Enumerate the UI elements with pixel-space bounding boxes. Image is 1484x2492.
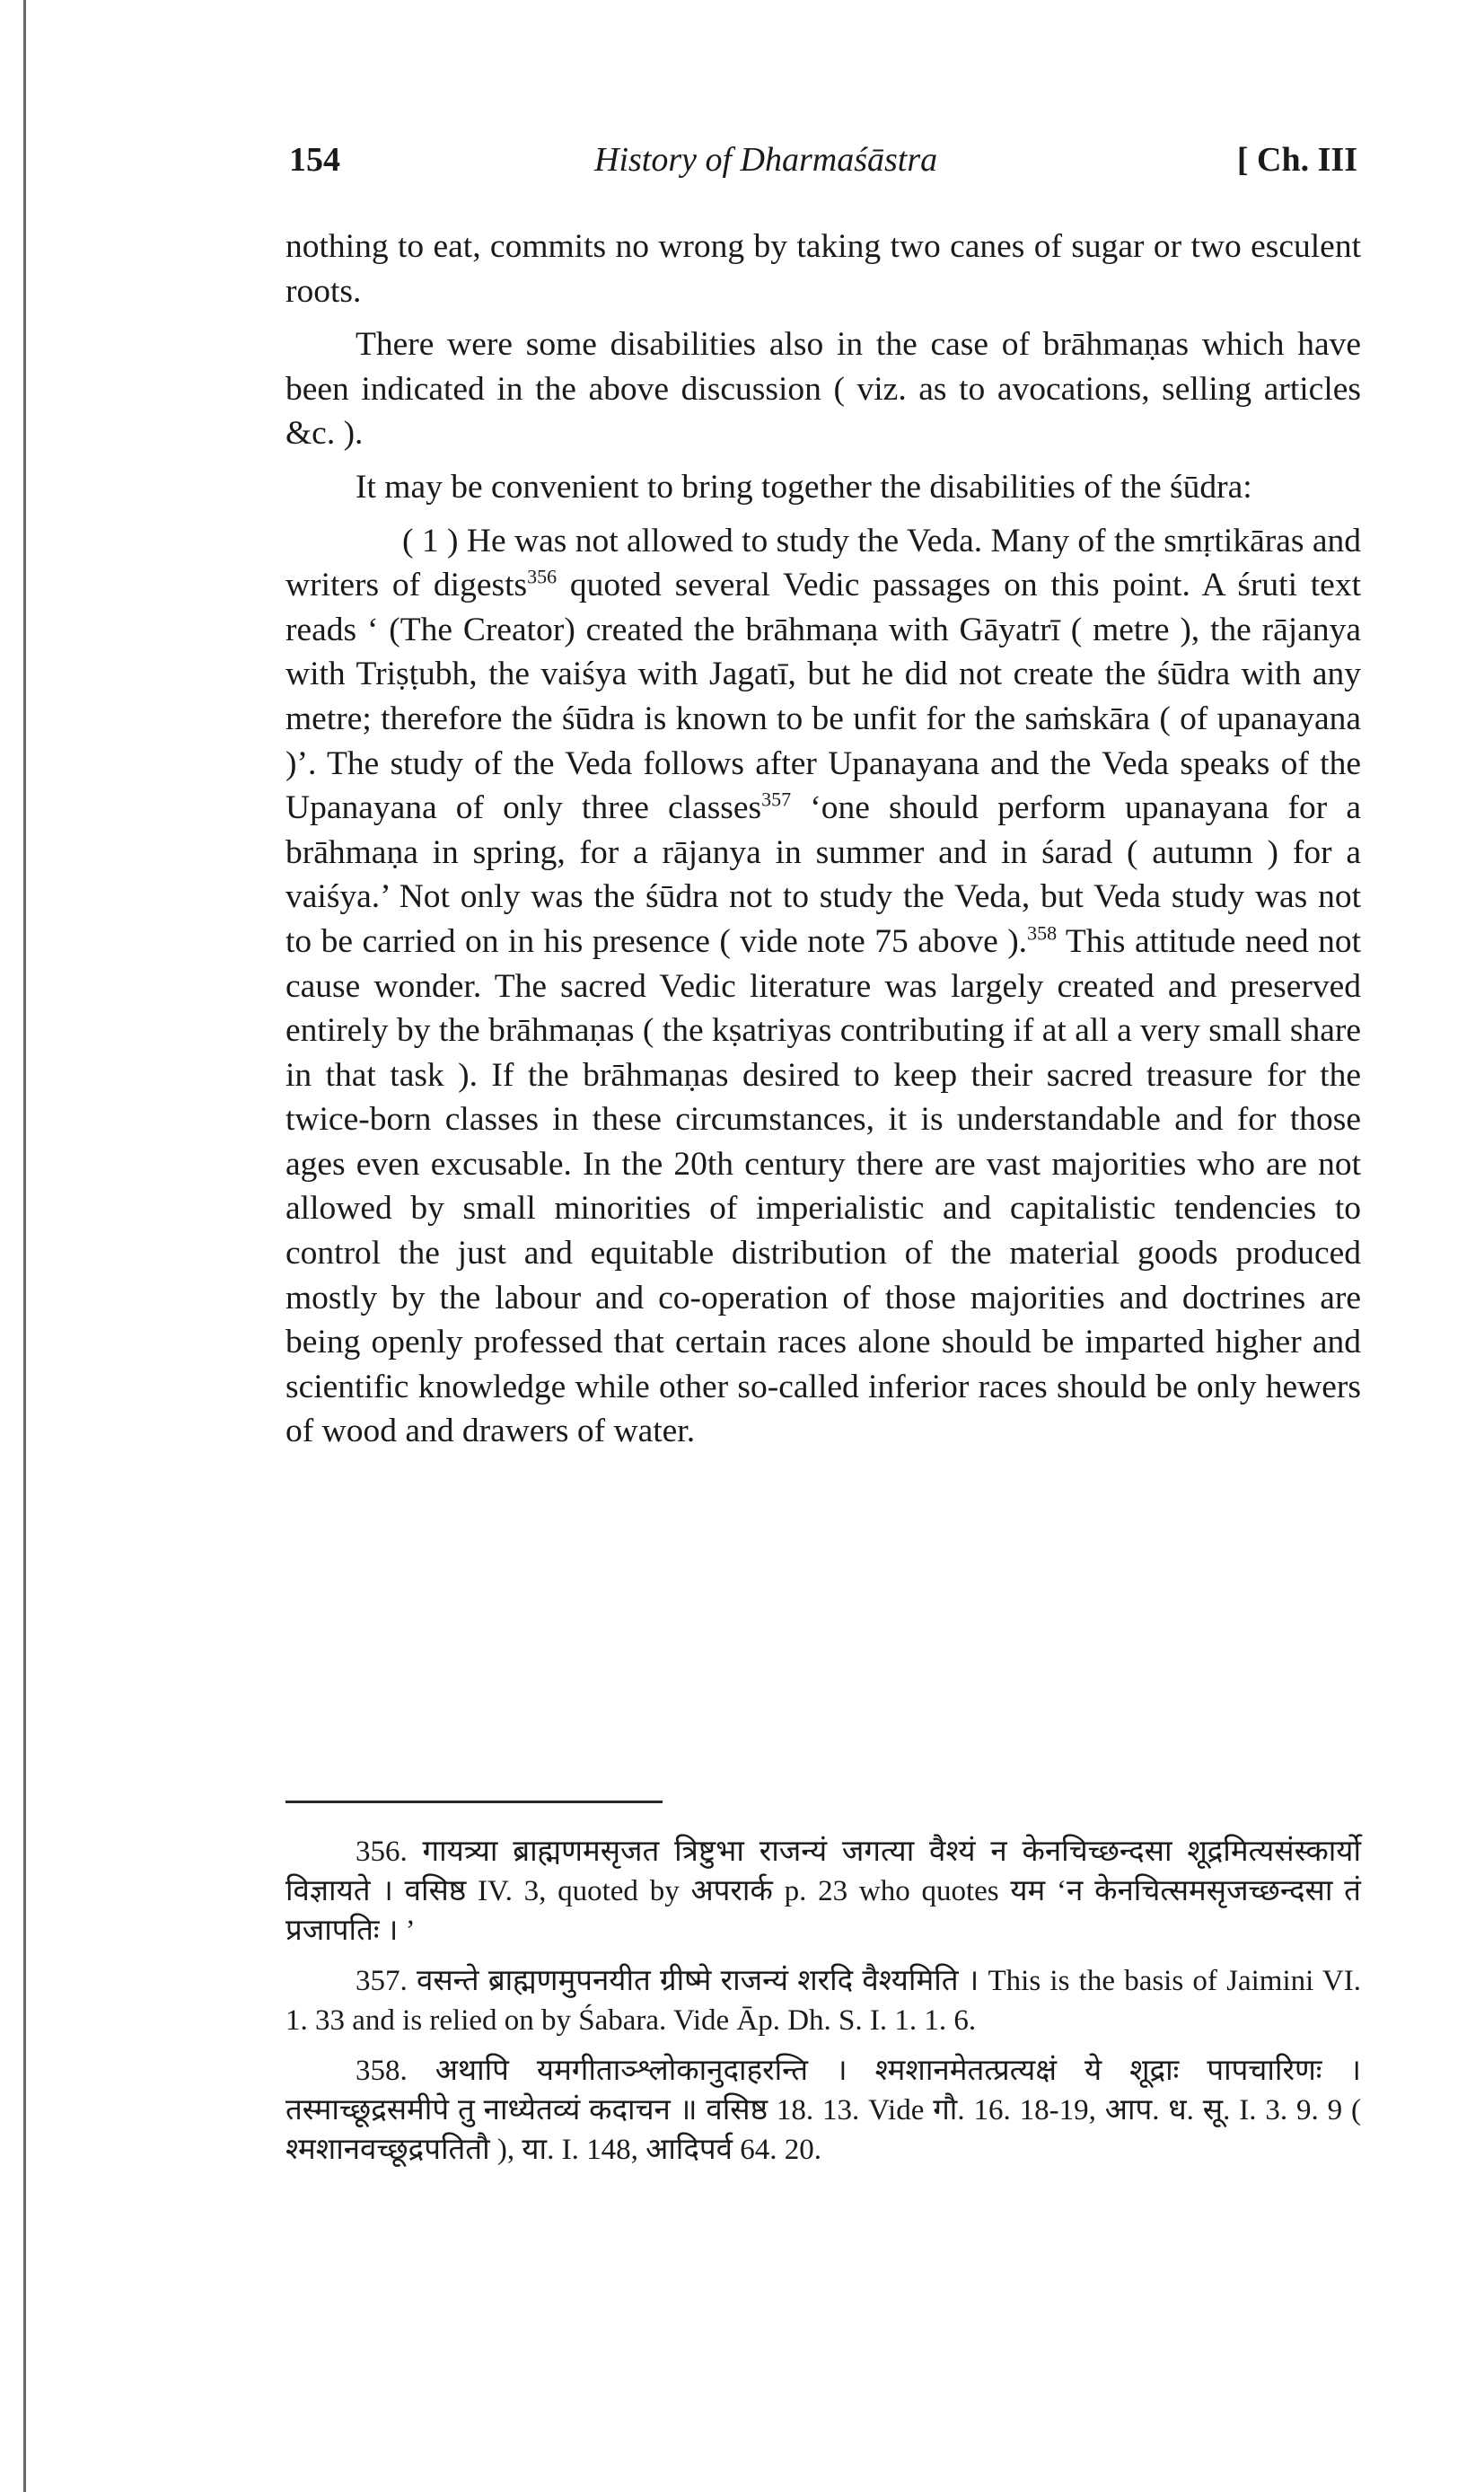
paragraph-veda-study [285, 519, 1361, 1454]
footnote-ref-356: 356 [527, 565, 558, 588]
footnote-357: 357. वसन्ते ब्राह्मणमुपनयीत ग्रीष्मे राजन्यं शरदि वैश्यमिति । This is the basis of Jaimini VI. 1. 33 and is relied on by Śabara. Vide Āp. Dh. S. I. 1. 1. 6. [285, 1965, 1361, 2037]
text-segment: quoted several Vedic passages on this point. A śruti text reads ‘ (The Creator) created the brāhmaṇa with Gāyatrī ( metre ), the rājanya with Triṣṭubh, the vaiśya with Jagatī, but he did not create the śūdra with any metre; therefore the śūdra is known to be unfit for the saṁskāra ( of upanayana )’. The study of the Veda follows after Upanayana and the Veda speaks of the Upanayana of only three classes [285, 567, 1361, 827]
chapter-label: [ Ch. III [1236, 141, 1357, 179]
page-number: 154 [289, 141, 340, 179]
text-segment: This attitude need not cause wonder. The sacred Vedic literature was largely created and preserved entirely by the brāhmaṇas ( the kṣatriyas contributing if at all a very small share in that task ). If the brāhmaṇas desired to keep their sacred treasure for the twice-born classes in these circumstances, it is understandable and for those ages even excusable. In the 20th century there are vast majorities who are not allowed by small minorities of imperialistic and capitalistic tendencies to control the just and equitable distribution of the material goods produced mostly by the labour and co-operation of those majorities and doctrines are being openly professed that certain races alone should be imparted higher and scientific knowledge while other so-called inferior races should be only hewers of wood and drawers of water. [285, 922, 1361, 1450]
text-segment: ( 1 ) He was not allowed to study the Veda. Many of the smṛtikāras and writers of digests [285, 522, 1361, 604]
paragraph-continuation: nothing to eat, commits no wrong by taking two canes of sugar or two esculent roots. [285, 228, 1361, 310]
footnote-ref-358: 358 [1027, 921, 1058, 945]
paragraph-brahmana-disabilities: There were some disabilities also in the case of brāhmaṇas which have been indicated in the above discussion ( viz. as to avocations, selling articles &c. ). [285, 326, 1361, 453]
text-segment: ‘one should perform upanayana for a brāhmaṇa in spring, for a rājanya in summer and in śarad ( autumn ) for a vaiśya.’ Not only was the śūdra not to study the Veda, but Veda study was not to be carried on in his presence ( vide note 75 above ). [285, 789, 1361, 960]
footnote-358: 358. अथापि यमगीताञ्श्लोकानुदाहरन्ति । श्मशानमेतत्प्रत्यक्षं ये शूद्राः पापचारिणः । तस्माच्छूद्रसमीपे तु नाध्येतव्यं कदाचन ॥ वसिष्ठ 18. 13. Vide गौ. 16. 18-19, आप. ध. सू. I. 3. 9. 9 ( श्मशानवच्छूद्रपतितौ ), या. I. 148, आदिपर्व 64. 20. [285, 2055, 1361, 2166]
paragraph-sudra-intro: It may be convenient to bring together the disabilities of the śūdra: [356, 468, 1252, 506]
main-text [285, 225, 1361, 1463]
footnotes [285, 1832, 1361, 2180]
running-header [289, 140, 1357, 194]
running-title: History of Dharmaśāstra [594, 141, 938, 179]
footnote-ref-357: 357 [761, 788, 792, 811]
scan-edge-line [23, 0, 26, 2492]
footnote-356: 356. गायत्र्या ब्राह्मणमसृजत त्रिष्टुभा राजन्यं जगत्या वैश्यं न केनचिच्छन्दसा शूद्रमित्यसंस्कार्यो विज्ञायते । वसिष्ठ IV. 3, quoted by अपरार्क p. 23 who quotes यम ‘न केनचित्समसृजच्छन्दसा तं प्रजापतिः । ’ [285, 1836, 1361, 1947]
footnote-rule [285, 1801, 663, 1803]
